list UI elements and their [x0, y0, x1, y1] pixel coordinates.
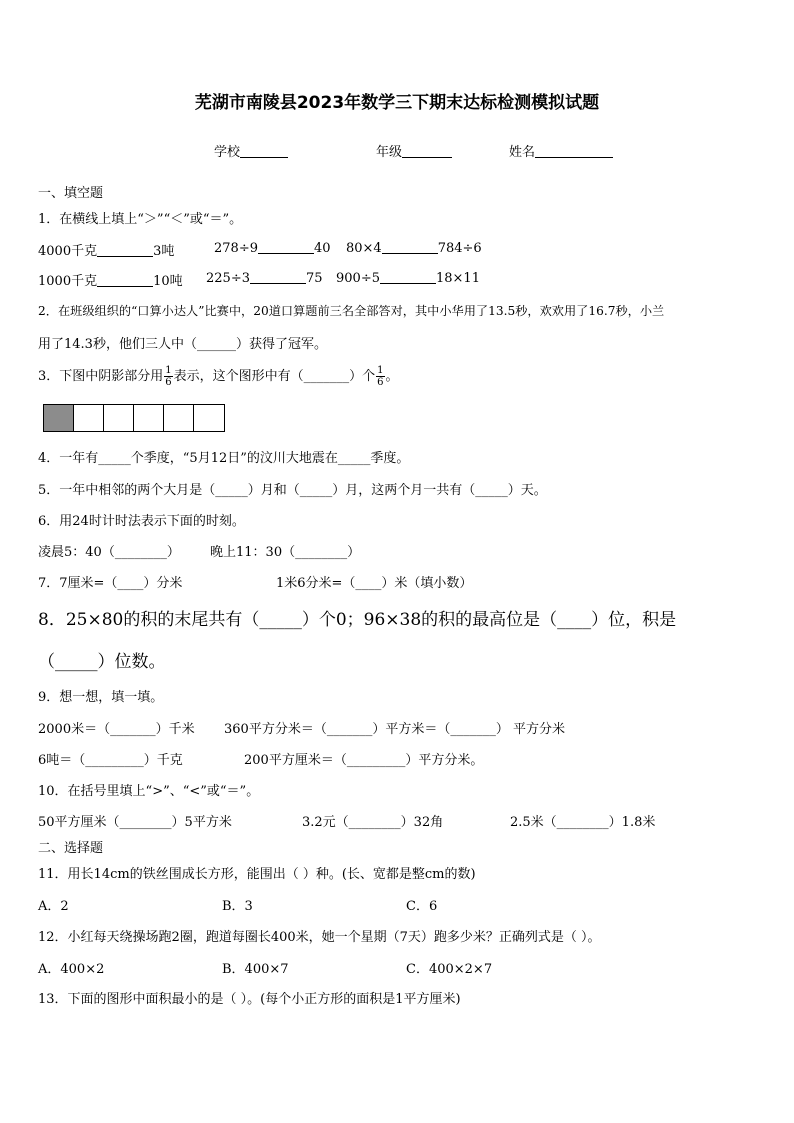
q5-stem: 5．一年中相邻的两个大月是（_____）月和（_____）月，这两个月一共有（_____）天。	[38, 483, 547, 498]
q2-line1: 2．在班级组织的“口算小达人”比赛中，20道口算题前三名全部答对，其中小华用了13.5秒，欢欢用了16.7秒，小兰	[38, 304, 665, 318]
shaded-strip-figure	[43, 404, 225, 432]
answer-blank[interactable]	[380, 270, 436, 284]
q1-r1-a: 4000千克 3吨	[38, 244, 175, 259]
q11-option-b[interactable]: B．3	[222, 899, 253, 914]
school-label: 学校	[214, 145, 241, 160]
q10-stem: 10．在括号里填上“>”、“<”或“＝”。	[38, 784, 260, 799]
q12-option-c[interactable]: C．400×2×7	[406, 962, 493, 977]
name-field[interactable]	[509, 141, 613, 160]
blank-cell	[194, 405, 224, 431]
fraction-one-sixth: $\frac{1}{6}$	[377, 365, 384, 388]
q1-r1-c: 80×4 784÷6	[346, 241, 482, 256]
q1-r1-b: 278÷9 40	[214, 241, 331, 256]
q11-option-c[interactable]: C．6	[406, 899, 438, 914]
blank-cell	[134, 405, 164, 431]
q8-line2: （_____）位数。	[38, 652, 166, 672]
q10-a: 50平方厘米（________）5平方米	[38, 815, 232, 830]
q6-b: 晚上11：30（________）	[210, 545, 361, 560]
answer-blank[interactable]	[250, 270, 306, 284]
q7-a: 7．7厘米=（____）分米	[38, 576, 183, 591]
answer-blank[interactable]	[97, 273, 153, 287]
q10-c: 2.5米（________）1.8米	[510, 815, 656, 830]
q12-option-a[interactable]: A．400×2	[38, 962, 105, 977]
q9-a: 2000米＝（_______）千米	[38, 722, 195, 737]
answer-blank[interactable]	[97, 243, 153, 257]
q12-option-b[interactable]: B．400×7	[222, 962, 289, 977]
q10-b: 3.2元（________）32角	[302, 815, 444, 830]
name-label: 姓名	[509, 145, 536, 160]
q12-stem: 12．小红每天绕操场跑2圈，跑道每圈长400米，她一个星期（7天）跑多少米？正确列式是（ ）。	[38, 930, 601, 945]
q7-b: 1米6分米=（____）米（填小数）	[276, 576, 473, 591]
shaded-cell	[44, 405, 74, 431]
q9-c: 6吨＝（_________）千克	[38, 753, 183, 768]
answer-blank[interactable]	[382, 240, 438, 254]
blank-cell	[104, 405, 134, 431]
q9-d: 200平方厘米＝（_________）平方分米。	[244, 753, 484, 768]
q6-stem: 6．用24时计时法表示下面的时刻。	[38, 514, 245, 529]
school-blank[interactable]	[240, 144, 288, 158]
blank-cell	[164, 405, 194, 431]
q1-stem: 1．在横线上填上“＞”“＜”或“＝”。	[38, 212, 243, 227]
q2-line2: 用了14.3秒，他们三人中（______）获得了冠军。	[38, 337, 327, 352]
q11-stem: 11．用长14cm的铁丝围成长方形，能围出（ ）种。(长、宽都是整cm的数)	[38, 867, 476, 882]
q1-r2-b: 225÷3 75	[206, 271, 323, 286]
answer-blank[interactable]	[258, 240, 314, 254]
q1-r2-a: 1000千克 10吨	[38, 274, 183, 289]
q9-b: 360平方分米＝（_______）平方米＝（_______） 平方分米	[224, 722, 565, 737]
section-fill-blank: 一、填空题	[38, 186, 104, 201]
q4-stem: 4．一年有_____个季度，“5月12日”的汶川大地震在_____季度。	[38, 451, 410, 466]
grade-blank[interactable]	[402, 144, 452, 158]
school-field[interactable]	[214, 141, 288, 160]
page-title: 芜湖市南陵县2023年数学三下期末达标检测模拟试题	[194, 93, 600, 113]
q3-stem: 3．下图中阴影部分用 $\frac{1}{6}$ 表示，这个图形中有（_______）个 $\frac{1}{6}$ 。	[38, 365, 399, 388]
q8-line1: 8．25×80的积的末尾共有（_____）个0；96×38的积的最高位是（____）位，积是	[38, 610, 677, 630]
section-multiple-choice: 二、选择题	[38, 841, 104, 856]
q13-stem: 13．下面的图形中面积最小的是（ ）。(每个小正方形的面积是1平方厘米)	[38, 992, 461, 1007]
grade-field[interactable]	[376, 141, 452, 160]
grade-label: 年级	[376, 145, 403, 160]
fraction-one-sixth: $\frac{1}{6}$	[165, 365, 172, 388]
q1-r2-c: 900÷5 18×11	[336, 271, 480, 286]
q9-stem: 9．想一想，填一填。	[38, 690, 164, 705]
name-blank[interactable]	[535, 144, 613, 158]
blank-cell	[74, 405, 104, 431]
q6-a: 凌晨5：40（________）	[38, 545, 180, 560]
q11-option-a[interactable]: A．2	[38, 899, 69, 914]
